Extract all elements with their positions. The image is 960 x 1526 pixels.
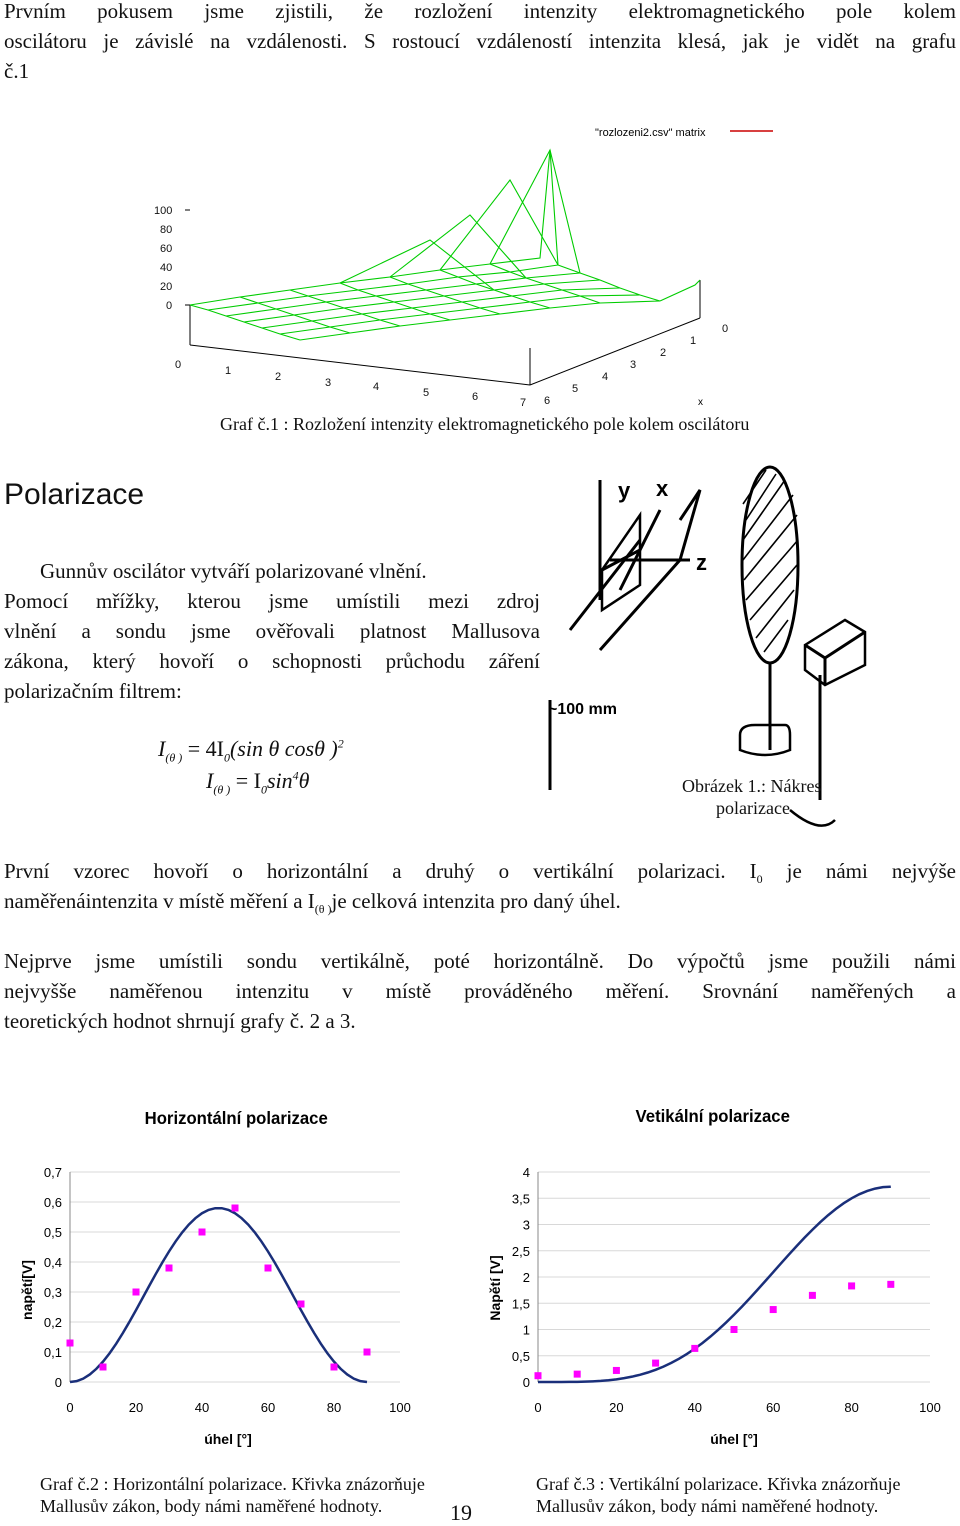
chart-h-y-tick: 0,2 (43, 1315, 62, 1330)
chart-v-ylabel: Napětí [V] (487, 1255, 503, 1321)
chart-v-y-tick: 3 (522, 1217, 530, 1233)
chart-v-y-tick: 4 (522, 1165, 530, 1180)
chart-v-measured-point (691, 1345, 698, 1352)
svg-text:80: 80 (160, 224, 173, 236)
graph1-z-ticks (154, 205, 172, 312)
para3-line-1: Nejprve jsme umístili sondu vertikálně, poté horizontálně. Do výpočtů jsme použili námi (4, 949, 956, 973)
chart-v-title: Vetikální polarizace (635, 1105, 790, 1127)
chart-h-measured-point (67, 1340, 74, 1347)
chart-h-xlabel: úhel [°] (204, 1431, 252, 1447)
chart-h-y-tick: 0,1 (43, 1345, 62, 1360)
graf3-caption-line-1: Graf č.3 : Vertikální polarizace. Křivka znázorňuje (536, 1474, 901, 1494)
chart-h-measured-point (298, 1301, 305, 1308)
graf3-caption-line-2: Mallusův zákon, body námi naměřené hodnoty. (536, 1496, 879, 1516)
chart-h-measured-point (133, 1289, 140, 1296)
graph1-x-ticks (175, 359, 526, 409)
chart-h-title: Horizontální polarizace (144, 1107, 328, 1129)
svg-text:0: 0 (175, 359, 182, 371)
svg-text:7: 7 (520, 397, 527, 409)
chart-h-x-tick: 80 (326, 1400, 342, 1415)
chart-v-measured-point (535, 1372, 542, 1379)
para3-line-3: teoretických hodnot shrnují grafy č. 2 a 3. (4, 1009, 356, 1033)
svg-text:6: 6 (472, 391, 479, 403)
chart-h-measured-point (364, 1349, 371, 1356)
svg-text:0: 0 (166, 300, 173, 312)
svg-text:3: 3 (630, 359, 637, 371)
chart-v-measured-point (848, 1282, 855, 1289)
graph1-legend: "rozlozeni2.csv" matrix (595, 127, 706, 139)
chart-v-x-tick: 100 (919, 1400, 941, 1415)
svg-text:5: 5 (423, 387, 430, 399)
graph1-y-ticks (544, 323, 728, 407)
polar-line-5: polarizačním filtrem: (4, 679, 182, 703)
chart-v-y-tick: 1,5 (511, 1296, 530, 1312)
chart-h-measured-point (232, 1205, 239, 1212)
chart-h-x-tick: 20 (128, 1400, 144, 1415)
formula-2: $I_{(\theta )} = I_0\sin^4\theta$ (206, 768, 310, 797)
chart-h-ylabel: napětí[V] (19, 1260, 35, 1320)
figure1-caption-2: polarizace (716, 798, 790, 818)
chart-h-x-tick: 100 (389, 1400, 411, 1415)
chart-v-measured-point (770, 1306, 777, 1313)
chart-v-x-tick: 60 (765, 1400, 781, 1415)
intro-line-1: Prvním pokusem jsme zjistili, že rozložení intenzity elektromagnetického pole kolem (4, 0, 956, 23)
graph1-caption: Graf č.1 : Rozložení intenzity elektromagnetického pole kolem oscilátoru (220, 414, 750, 434)
figure1-label-z: z (696, 550, 707, 575)
svg-text:2: 2 (660, 347, 667, 359)
chart-h-x-tick: 0 (66, 1400, 74, 1415)
chart-v-y-tick: 2 (522, 1270, 530, 1285)
chart-h-y-tick: 0,5 (43, 1225, 62, 1240)
chart-h-measured-point (199, 1229, 206, 1236)
intro-line-3: č.1 (4, 59, 30, 83)
chart-h-x-tick: 60 (260, 1400, 276, 1415)
section-title: Polarizace (4, 478, 145, 511)
chart-v-y-tick: 3,5 (511, 1191, 530, 1207)
chart-v-x-tick: 0 (534, 1400, 542, 1415)
chart-h-measured-point (100, 1364, 107, 1371)
chart-h-y-tick: 0,6 (43, 1195, 62, 1210)
chart-v-measured-point (731, 1326, 738, 1333)
intro-line-2: oscilátoru je závislé na vzdálenosti. S rostoucí vzdáleností intenzita klesá, jak je vidět na grafu (4, 29, 956, 53)
graph1-x-axis-label: x (698, 397, 703, 408)
svg-text:3: 3 (325, 377, 332, 389)
svg-text:2: 2 (275, 371, 282, 383)
chart-h-x-tick: 40 (194, 1400, 210, 1415)
svg-text:40: 40 (160, 262, 173, 274)
chart-h-measured-point (166, 1265, 173, 1272)
chart-h-y-tick: 0,3 (43, 1285, 62, 1300)
graf2-caption-line-2: Mallusův zákon, body námi naměřené hodnoty. (40, 1496, 383, 1516)
figure1-caption-1: Obrázek 1.: Nákres (682, 776, 822, 796)
chart-v-measured-point (887, 1281, 894, 1288)
svg-text:1: 1 (690, 335, 697, 347)
para3-line-2: nejvyšše naměřenou intenzitu v místě prováděného měření. Srovnání naměřených a (4, 979, 956, 1003)
chart-v-theory-line (538, 1187, 891, 1382)
svg-text:4: 4 (373, 381, 380, 393)
svg-text:20: 20 (160, 281, 173, 293)
chart-horizontal-polarization (0, 1100, 470, 1460)
chart-v-xlabel: úhel [°] (710, 1431, 758, 1447)
graf2-caption-line-1: Graf č.2 : Horizontální polarizace. Křivka znázorňuje (40, 1474, 425, 1494)
chart-v-measured-point (809, 1292, 816, 1299)
chart-h-y-tick: 0,4 (43, 1255, 62, 1270)
svg-text:0: 0 (722, 323, 729, 335)
chart-h-y-tick: 0,7 (43, 1165, 62, 1180)
chart-h-y-tick: 0 (54, 1375, 62, 1390)
graph1-3d-mesh (140, 120, 800, 410)
svg-text:100: 100 (154, 205, 173, 217)
chart-v-y-tick: 0,5 (511, 1348, 530, 1364)
chart-h-measured-point (265, 1265, 272, 1272)
polar-line-3: vlnění a sondu jsme ověřovali platnost Mallusova (4, 619, 540, 643)
graph1-mesh (190, 150, 700, 340)
chart-v-y-tick: 0 (522, 1375, 530, 1390)
polar-line-1: Gunnův oscilátor vytváří polarizované vlnění. (40, 559, 427, 583)
figure1-label-y: y (618, 478, 631, 503)
formula-1: $I_{(\theta )} = 4I_0(\sin$ θ cosθ )$^2$ (158, 736, 344, 765)
svg-text:60: 60 (160, 243, 173, 255)
chart-v-y-tick: 2,5 (511, 1243, 530, 1259)
figure1-label-x: x (656, 476, 669, 501)
chart-v-x-tick: 80 (844, 1400, 859, 1415)
figure1-label-distance: ~100 mm (548, 701, 617, 718)
chart-v-x-tick: 40 (687, 1400, 703, 1415)
chart-v-measured-point (613, 1367, 620, 1374)
page-number: 19 (450, 1500, 472, 1525)
chart-v-measured-point (652, 1360, 659, 1367)
svg-text:1: 1 (225, 365, 232, 377)
chart-h-measured-point (331, 1364, 338, 1371)
svg-text:5: 5 (572, 383, 579, 395)
para2-line-2: naměřenáintenzita v místě měření a $I_{(\theta )}je$ celková intenzita pro daný úhel. (4, 889, 621, 917)
polar-line-4: zákona, který hovoří o schopnosti průchodu záření (4, 649, 540, 673)
para2-line-1: První vzorec hovoří o horizontální a druhý o vertikální polarizaci. $I_0$ je námi nejvýše (4, 859, 956, 887)
chart-v-y-tick: 1 (522, 1322, 530, 1338)
chart-v-x-tick: 20 (609, 1400, 624, 1415)
chart-v-measured-point (574, 1371, 581, 1378)
polar-line-2: Pomocí mřížky, kterou jsme umístili mezi zdroj (4, 589, 540, 613)
svg-text:4: 4 (602, 371, 609, 383)
chart-vertical-polarization (470, 1100, 950, 1460)
svg-text:6: 6 (544, 395, 551, 407)
chart-h-theory-line (70, 1208, 367, 1382)
